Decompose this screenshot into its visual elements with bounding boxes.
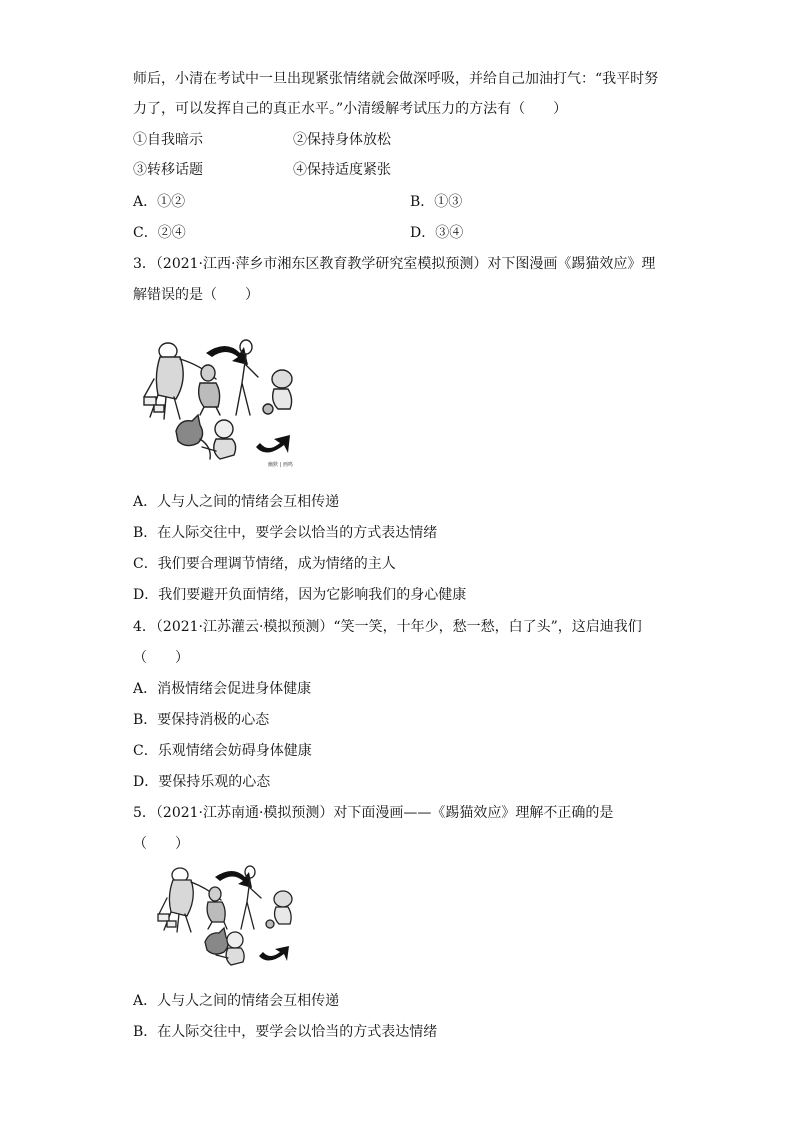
q4-stem-line2: （ ） [133, 650, 189, 666]
q2-option-d: D．③④ [410, 225, 464, 241]
q3-option-c: C．我们要合理调节情绪，成为情绪的主人 [133, 556, 396, 572]
q2-item-2: ②保持身体放松 [293, 132, 391, 148]
q5-option-b: B．在人际交往中，要学会以恰当的方式表达情绪 [133, 1024, 438, 1040]
kick-cat-cartoon-image-2 [155, 862, 303, 974]
q5-stem-line2: （ ） [133, 836, 189, 852]
kick-cat-cartoon-image [140, 335, 305, 470]
q2-option-a: A．①② [133, 194, 186, 210]
q4-option-a: A．消极情绪会促进身体健康 [133, 681, 312, 697]
q4-stem-line1: 4．（2021·江苏灌云·模拟预测）“笑一笑，十年少，愁一愁，白了头”，这启迪我们 [133, 619, 642, 635]
cartoon-caption: 幽默 | 画鸣 [268, 462, 293, 468]
q4-option-d: D．要保持乐观的心态 [133, 774, 271, 790]
q3-option-a: A．人与人之间的情绪会互相传递 [133, 494, 340, 510]
q2-stem-line1: 师后，小清在考试中一旦出现紧张情绪就会做深呼吸，并给自己加油打气：“我平时努 [133, 71, 659, 87]
q4-option-c: C．乐观情绪会妨碍身体健康 [133, 743, 312, 759]
q5-stem-line1: 5．（2021·江苏南通·模拟预测）对下面漫画——《踢猫效应》理解不正确的是 [133, 805, 614, 821]
q2-item-1: ①自我暗示 [133, 132, 203, 148]
q5-option-a: A．人与人之间的情绪会互相传递 [133, 993, 340, 1009]
q3-stem-line1: 3．（2021·江西·萍乡市湘东区教育教学研究室模拟预测）对下图漫画《踢猫效应》理 [133, 256, 656, 272]
q2-item-3: ③转移话题 [133, 162, 203, 178]
q3-option-d: D．我们要避开负面情绪，因为它影响我们的身心健康 [133, 587, 467, 603]
q4-option-b: B．要保持消极的心态 [133, 712, 270, 728]
q2-stem-line2: 力了，可以发挥自己的真正水平。”小清缓解考试压力的方法有（ ） [133, 101, 568, 117]
q2-option-c: C．②④ [133, 225, 186, 241]
q3-stem-line2: 解错误的是（ ） [133, 287, 259, 303]
q2-option-b: B．①③ [410, 194, 463, 210]
q2-item-4: ④保持适度紧张 [293, 162, 391, 178]
q3-option-b: B．在人际交往中，要学会以恰当的方式表达情绪 [133, 525, 438, 541]
